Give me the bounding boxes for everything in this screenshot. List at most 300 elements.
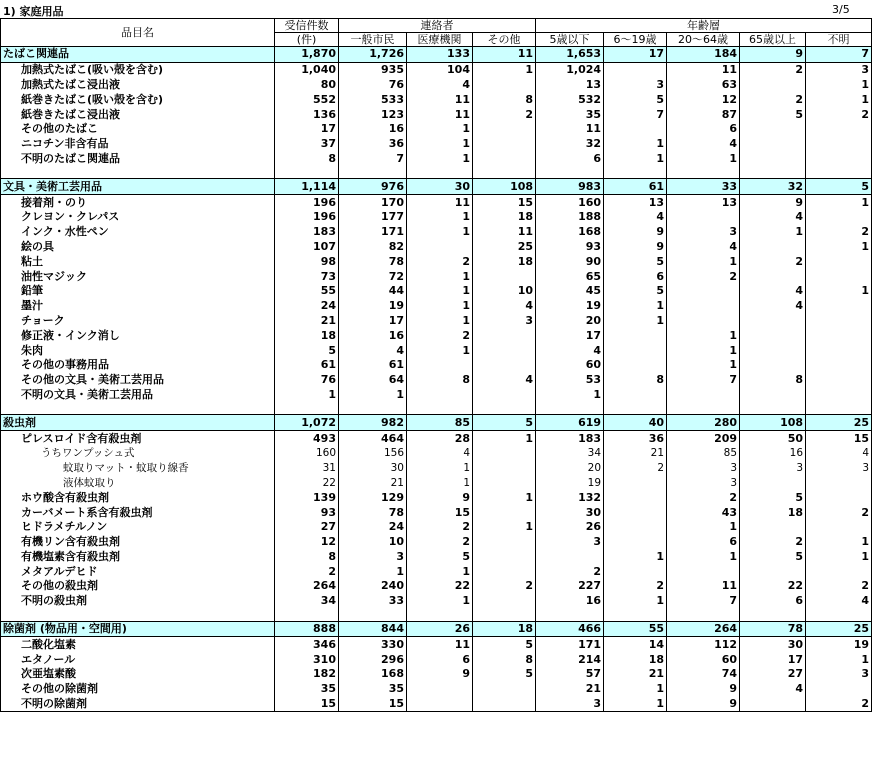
- cell-value: 44: [339, 284, 407, 299]
- item-name: その他の殺虫剤: [1, 579, 275, 594]
- item-name: 不明の文具・美術工芸用品: [1, 388, 275, 403]
- cell-value: [740, 520, 806, 535]
- cell-value: 15: [473, 195, 536, 210]
- table-row: [1, 579, 872, 594]
- cell-value: 35: [275, 682, 339, 697]
- cell-value: 14: [604, 637, 667, 652]
- cell-value: 22: [275, 476, 339, 491]
- cell-value: [407, 388, 473, 403]
- cell-value: 2: [806, 107, 872, 122]
- cell-value: 18: [473, 210, 536, 225]
- cell-value: 36: [339, 137, 407, 152]
- cell-value: 50: [740, 431, 806, 446]
- cell-value: 160: [536, 195, 604, 210]
- cell-value: 493: [275, 431, 339, 446]
- cell-value: [806, 343, 872, 358]
- cell-value: 1: [407, 284, 473, 299]
- cell-value: [740, 240, 806, 255]
- empty-cell: [275, 609, 339, 622]
- cell-value: 171: [536, 637, 604, 652]
- cell-value: 19: [536, 476, 604, 491]
- cell-value: [473, 328, 536, 343]
- category-row: [1, 179, 872, 195]
- cell-value: 1: [667, 328, 740, 343]
- cell-value: 11: [407, 637, 473, 652]
- cell-value: 3: [667, 461, 740, 476]
- cell-value: 12: [667, 92, 740, 107]
- cell-value: 2: [667, 490, 740, 505]
- cell-value: 1: [740, 225, 806, 240]
- cell-value: 85: [407, 415, 473, 431]
- cell-value: [806, 358, 872, 373]
- cell-value: 8: [275, 152, 339, 167]
- cell-value: 1: [806, 284, 872, 299]
- item-name: ホウ酸含有殺虫剤: [1, 490, 275, 505]
- table-row: [1, 388, 872, 403]
- cell-value: 1: [806, 195, 872, 210]
- cell-value: 1: [667, 550, 740, 565]
- item-name: 紙巻きたばこ浸出液: [1, 107, 275, 122]
- item-name: 有機塩素含有殺虫剤: [1, 550, 275, 565]
- cell-value: 5: [806, 179, 872, 195]
- empty-cell: [339, 166, 407, 179]
- empty-cell: [536, 609, 604, 622]
- table-row: [1, 373, 872, 388]
- table-row: [1, 137, 872, 152]
- cell-value: 10: [339, 535, 407, 550]
- cell-value: 5: [604, 92, 667, 107]
- cell-value: 35: [536, 107, 604, 122]
- cell-value: [806, 314, 872, 329]
- cell-value: 16: [536, 594, 604, 609]
- cell-value: 136: [275, 107, 339, 122]
- cell-value: 13: [667, 195, 740, 210]
- table-row: [1, 505, 872, 520]
- cell-value: 1: [667, 520, 740, 535]
- cell-value: 2: [667, 269, 740, 284]
- cell-value: 20: [536, 461, 604, 476]
- cell-value: 53: [536, 373, 604, 388]
- cell-value: [806, 152, 872, 167]
- cell-value: 4: [740, 299, 806, 314]
- cell-value: [806, 476, 872, 491]
- cell-value: 5: [604, 254, 667, 269]
- cell-value: 2: [604, 461, 667, 476]
- cell-value: 15: [275, 697, 339, 712]
- cell-value: 1: [339, 564, 407, 579]
- cell-value: 123: [339, 107, 407, 122]
- header-item-name: 品目名: [1, 19, 275, 47]
- empty-cell: [339, 402, 407, 415]
- cell-value: 34: [536, 446, 604, 461]
- cell-value: 264: [275, 579, 339, 594]
- cell-value: 55: [604, 621, 667, 637]
- table-row: [1, 314, 872, 329]
- cell-value: 4: [473, 299, 536, 314]
- cell-value: 4: [806, 594, 872, 609]
- cell-value: 10: [473, 284, 536, 299]
- cell-value: 1: [407, 299, 473, 314]
- cell-value: 30: [536, 505, 604, 520]
- cell-value: 30: [339, 461, 407, 476]
- cell-value: 1: [536, 388, 604, 403]
- table-row: [1, 210, 872, 225]
- item-name: チョーク: [1, 314, 275, 329]
- table-row: [1, 637, 872, 652]
- empty-cell: [407, 609, 473, 622]
- cell-value: 6: [407, 652, 473, 667]
- cell-value: 19: [339, 299, 407, 314]
- cell-value: 57: [536, 667, 604, 682]
- cell-value: 21: [536, 682, 604, 697]
- table-row: [1, 431, 872, 446]
- cell-value: [667, 564, 740, 579]
- cell-value: 7: [604, 107, 667, 122]
- cell-value: [740, 152, 806, 167]
- cell-value: [604, 343, 667, 358]
- cell-value: 4: [536, 343, 604, 358]
- cell-value: 466: [536, 621, 604, 637]
- cell-value: [473, 594, 536, 609]
- cell-value: 61: [339, 358, 407, 373]
- cell-value: 532: [536, 92, 604, 107]
- cell-value: 93: [536, 240, 604, 255]
- item-name: うちワンプッシュ式: [1, 446, 275, 461]
- cell-value: 1: [806, 240, 872, 255]
- cell-value: 17: [339, 314, 407, 329]
- cell-value: 170: [339, 195, 407, 210]
- cell-value: 18: [740, 505, 806, 520]
- cell-value: 65: [536, 269, 604, 284]
- cell-value: 1,040: [275, 62, 339, 77]
- spacer-row: [1, 402, 872, 415]
- cell-value: 34: [275, 594, 339, 609]
- empty-cell: [339, 609, 407, 622]
- cell-value: 30: [740, 637, 806, 652]
- cell-value: 15: [339, 697, 407, 712]
- cell-value: 11: [536, 122, 604, 137]
- cell-value: [667, 284, 740, 299]
- cell-value: 1: [604, 550, 667, 565]
- cell-value: 85: [667, 446, 740, 461]
- cell-value: 1: [806, 550, 872, 565]
- cell-value: 7: [667, 373, 740, 388]
- cell-value: 18: [473, 621, 536, 637]
- cell-value: 76: [339, 78, 407, 93]
- cell-value: 1: [407, 210, 473, 225]
- item-name: クレヨン・クレパス: [1, 210, 275, 225]
- cell-value: 1,870: [275, 47, 339, 63]
- cell-value: 1: [604, 299, 667, 314]
- cell-value: 844: [339, 621, 407, 637]
- cell-value: 32: [536, 137, 604, 152]
- cell-value: 5: [473, 667, 536, 682]
- cell-value: 60: [536, 358, 604, 373]
- cell-value: [473, 152, 536, 167]
- cell-value: 1: [806, 652, 872, 667]
- cell-value: 11: [473, 47, 536, 63]
- item-name: 加熱式たばこ浸出液: [1, 78, 275, 93]
- cell-value: 25: [473, 240, 536, 255]
- item-name: 墨汁: [1, 299, 275, 314]
- cell-value: 20: [536, 314, 604, 329]
- item-name: ヒドラメチルノン: [1, 520, 275, 535]
- cell-value: 1: [604, 314, 667, 329]
- cell-value: 19: [806, 637, 872, 652]
- cell-value: [806, 564, 872, 579]
- cell-value: 139: [275, 490, 339, 505]
- cell-value: 2: [473, 579, 536, 594]
- cell-value: [667, 388, 740, 403]
- cell-value: [806, 254, 872, 269]
- cell-value: [740, 314, 806, 329]
- cell-value: [667, 314, 740, 329]
- table-row: [1, 520, 872, 535]
- empty-cell: [1, 609, 275, 622]
- cell-value: 24: [339, 520, 407, 535]
- cell-value: 33: [667, 179, 740, 195]
- cell-value: 7: [339, 152, 407, 167]
- cell-value: 196: [275, 195, 339, 210]
- cell-value: 177: [339, 210, 407, 225]
- cell-value: 168: [536, 225, 604, 240]
- cell-value: [407, 682, 473, 697]
- empty-cell: [536, 402, 604, 415]
- cell-value: [473, 137, 536, 152]
- item-name: 文具・美術工芸用品: [1, 179, 275, 195]
- cell-value: 1: [407, 122, 473, 137]
- page-number: 3/5: [832, 3, 850, 16]
- item-name: カーバメート系含有殺虫剤: [1, 505, 275, 520]
- cell-value: 2: [536, 564, 604, 579]
- cell-value: 227: [536, 579, 604, 594]
- cell-value: [473, 550, 536, 565]
- cell-value: 1: [806, 92, 872, 107]
- cell-value: 209: [667, 431, 740, 446]
- cell-value: [604, 490, 667, 505]
- cell-value: 3: [740, 461, 806, 476]
- item-name: 液体蚊取り: [1, 476, 275, 491]
- item-name: 修正液・インク消し: [1, 328, 275, 343]
- cell-value: 27: [740, 667, 806, 682]
- item-name: ニコチン非含有品: [1, 137, 275, 152]
- empty-cell: [806, 402, 872, 415]
- item-name: 次亜塩素酸: [1, 667, 275, 682]
- table-row: [1, 195, 872, 210]
- cell-value: 3: [667, 476, 740, 491]
- cell-value: [407, 358, 473, 373]
- cell-value: [473, 564, 536, 579]
- empty-cell: [806, 609, 872, 622]
- cell-value: 33: [339, 594, 407, 609]
- cell-value: [604, 505, 667, 520]
- cell-value: 1: [667, 152, 740, 167]
- empty-cell: [1, 166, 275, 179]
- cell-value: 2: [806, 697, 872, 712]
- cell-value: [473, 269, 536, 284]
- cell-value: [740, 697, 806, 712]
- cell-value: [740, 476, 806, 491]
- cell-value: [604, 388, 667, 403]
- cell-value: [604, 122, 667, 137]
- cell-value: 240: [339, 579, 407, 594]
- header-age-group: 年齢層: [536, 19, 872, 33]
- cell-value: 78: [740, 621, 806, 637]
- table-row: [1, 535, 872, 550]
- cell-value: [473, 446, 536, 461]
- cell-value: 26: [536, 520, 604, 535]
- cell-value: [473, 505, 536, 520]
- empty-cell: [740, 166, 806, 179]
- cell-value: [473, 122, 536, 137]
- cell-value: 888: [275, 621, 339, 637]
- cell-value: 1: [407, 137, 473, 152]
- table-row: [1, 62, 872, 77]
- cell-value: 11: [407, 195, 473, 210]
- cell-value: 619: [536, 415, 604, 431]
- cell-value: 8: [407, 373, 473, 388]
- cell-value: [407, 697, 473, 712]
- cell-value: 11: [667, 579, 740, 594]
- cell-value: 8: [275, 550, 339, 565]
- cell-value: 2: [740, 254, 806, 269]
- item-name: 不明の除菌剤: [1, 697, 275, 712]
- item-name: 朱肉: [1, 343, 275, 358]
- table-row: [1, 240, 872, 255]
- cell-value: 78: [339, 254, 407, 269]
- cell-value: 983: [536, 179, 604, 195]
- cell-value: 188: [536, 210, 604, 225]
- cell-value: [473, 535, 536, 550]
- cell-value: 61: [604, 179, 667, 195]
- category-row: [1, 415, 872, 431]
- empty-cell: [1, 402, 275, 415]
- cell-value: 3: [473, 314, 536, 329]
- cell-value: 133: [407, 47, 473, 63]
- item-name: 油性マジック: [1, 269, 275, 284]
- table-row: [1, 594, 872, 609]
- cell-value: 4: [667, 137, 740, 152]
- cell-value: 3: [536, 697, 604, 712]
- cell-value: 6: [604, 269, 667, 284]
- cell-value: 22: [740, 579, 806, 594]
- cell-value: 2: [275, 564, 339, 579]
- cell-value: [473, 78, 536, 93]
- spacer-row: [1, 609, 872, 622]
- cell-value: 2: [806, 579, 872, 594]
- empty-cell: [604, 609, 667, 622]
- table-row: [1, 461, 872, 476]
- table-row: [1, 328, 872, 343]
- cell-value: [740, 137, 806, 152]
- header-contact: 一般市民: [339, 33, 407, 47]
- header-age: 20～64歳: [667, 33, 740, 47]
- cell-value: 6: [740, 594, 806, 609]
- table-row: [1, 652, 872, 667]
- cell-value: [806, 520, 872, 535]
- cell-value: 2: [740, 535, 806, 550]
- cell-value: 2: [473, 107, 536, 122]
- cell-value: 13: [604, 195, 667, 210]
- cell-value: 45: [536, 284, 604, 299]
- cell-value: 18: [604, 652, 667, 667]
- cell-value: 104: [407, 62, 473, 77]
- cell-value: 1: [339, 388, 407, 403]
- cell-value: 17: [536, 328, 604, 343]
- empty-cell: [536, 166, 604, 179]
- cell-value: 310: [275, 652, 339, 667]
- cell-value: [604, 520, 667, 535]
- cell-value: 2: [407, 254, 473, 269]
- cell-value: 98: [275, 254, 339, 269]
- cell-value: 9: [740, 195, 806, 210]
- cell-value: 31: [275, 461, 339, 476]
- item-name: 殺虫剤: [1, 415, 275, 431]
- table-row: [1, 78, 872, 93]
- cell-value: 182: [275, 667, 339, 682]
- cell-value: 87: [667, 107, 740, 122]
- cell-value: 2: [407, 328, 473, 343]
- cell-value: 1: [407, 314, 473, 329]
- cell-value: 4: [407, 78, 473, 93]
- cell-value: [407, 240, 473, 255]
- table-row: [1, 358, 872, 373]
- cell-value: 4: [740, 210, 806, 225]
- cell-value: 264: [667, 621, 740, 637]
- cell-value: 25: [806, 415, 872, 431]
- cell-value: 72: [339, 269, 407, 284]
- cell-value: 9: [604, 225, 667, 240]
- cell-value: [806, 373, 872, 388]
- cell-value: 1: [473, 490, 536, 505]
- cell-value: [740, 328, 806, 343]
- cell-value: 1: [604, 594, 667, 609]
- cell-value: 80: [275, 78, 339, 93]
- cell-value: 280: [667, 415, 740, 431]
- cell-value: 330: [339, 637, 407, 652]
- cell-value: 3: [667, 225, 740, 240]
- category-row: [1, 621, 872, 637]
- table-row: [1, 92, 872, 107]
- cell-value: 64: [339, 373, 407, 388]
- cell-value: 108: [740, 415, 806, 431]
- empty-cell: [407, 402, 473, 415]
- cell-value: 1: [407, 476, 473, 491]
- cell-value: 183: [536, 431, 604, 446]
- empty-cell: [407, 166, 473, 179]
- cell-value: 35: [339, 682, 407, 697]
- item-name: 絵の具: [1, 240, 275, 255]
- cell-value: 107: [275, 240, 339, 255]
- cell-value: 40: [604, 415, 667, 431]
- cell-value: 21: [604, 667, 667, 682]
- item-name: 不明の殺虫剤: [1, 594, 275, 609]
- cell-value: 6: [667, 535, 740, 550]
- cell-value: 9: [407, 667, 473, 682]
- cell-value: 6: [536, 152, 604, 167]
- cell-value: 60: [667, 652, 740, 667]
- header-age: 65歳以上: [740, 33, 806, 47]
- cell-value: 5: [473, 415, 536, 431]
- cell-value: 82: [339, 240, 407, 255]
- item-name: たばこ関連品: [1, 47, 275, 63]
- item-name: その他の事務用品: [1, 358, 275, 373]
- empty-cell: [667, 166, 740, 179]
- cell-value: [604, 535, 667, 550]
- cell-value: [473, 388, 536, 403]
- cell-value: 1: [806, 535, 872, 550]
- cell-value: 7: [667, 594, 740, 609]
